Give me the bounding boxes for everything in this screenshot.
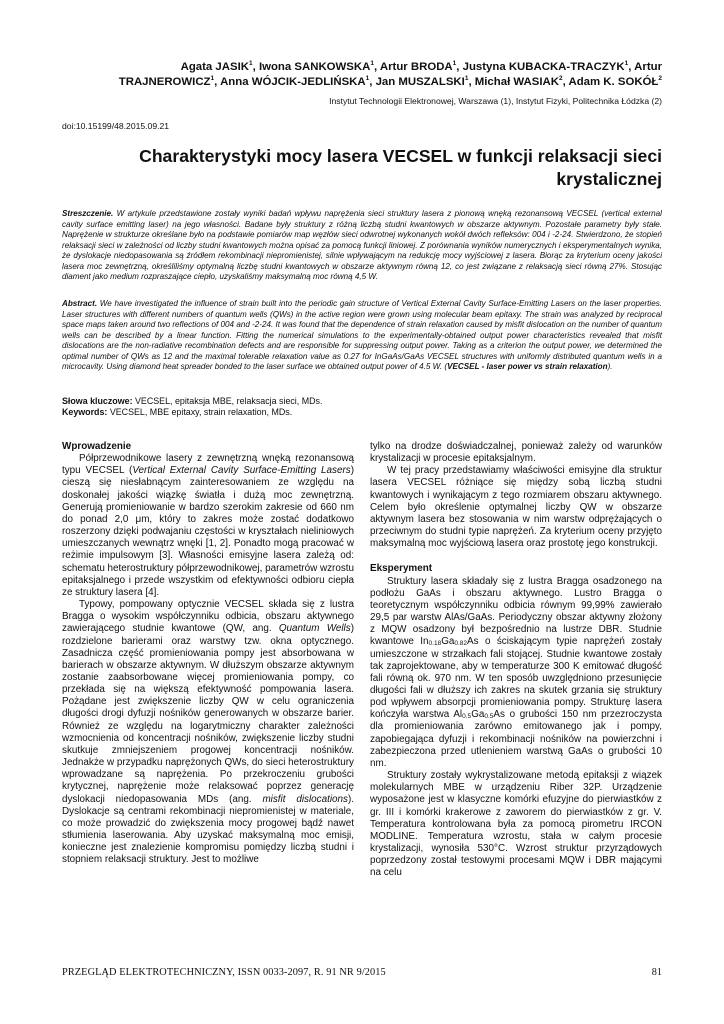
keywords-label: Słowa kluczowe: [62,396,133,406]
affiliation-marker: 1 [210,74,215,82]
author-name: Agata JASIK [180,61,249,73]
paragraph: Struktury zostały wykrystalizowane metodą epitaksji z wiązek molekularnych MBE w urządzeniu Riber 32P. Urządzenie wyposażone jest w klasyczne komórki efuzyjne do pierwiastków z gr. III i komórki krakerowe z zaworem do pierwiastków z gr. V. Temperatura kontrolowana była za pomocą pirometru IRCON MODLINE. Temperatura wzrostu, stała w całym procesie krystalizacji, wynosiła 530°C. Wzrost struktur przyrządowych poprzedzony został testowymi procesami MQW i DBR mającymi na celu [370,770,662,879]
affiliation-marker: 1 [452,60,457,68]
abstract-text: We have investigated the influence of strain built into the periodic gain structure of Vertical External Cavity Surface-Emitting Lasers on the laser properties. Laser structures with different numbers of quantum wells (QWs) in the active region were grown using molecular beam epitaxy. The strain was analyzed by reciprocal space maps taken around two reflections of 004 and -2-24. It was found that the dependence of strain relaxation caused by misfit dislocation on the number of quantum wells can be described by a linear function. Fitting the numerical simulations to the experimentally-obtained output power characteristics revealed that misfit dislocations are the non-radiative recombination defects and are responsible for suppressing output power. Taking as a criterion the output power, we determined the optimal number of QWs as 12 and the maximal tolerable relaxation value as 0.27 for InGaAs/GaAs VECSEL structures with uniformly distributed quantum wells in a microcavity. Using diamond heat spreader bonded to the laser surface we obtained output power of 4.5 W. ( [62,299,662,372]
author-line-2 [70,75,662,90]
author-name: , Anna WÓJCIK-JEDLIŃSKA [214,75,366,88]
author-name: , Iwona SANKOWSKA [252,61,371,73]
text-run: Półprzewodnikowe lasery z zewnętrzną wnęką rezonansową typu VECSEL ( [62,453,354,477]
english-title: VECSEL - laser power vs strain relaxation [447,362,608,372]
affiliation-marker: 1 [370,60,374,68]
author-name: , Jan MUSZALSKI [369,75,465,88]
affiliation-marker: 2 [658,74,662,82]
text-run: ). Dyslokacje są centrami rekombinacji niepromienistej w materiale, co może prowadzić do zwiększenia mocy progowej bądź nawet stłumienia laserowania. Aby uzyskać maksymalną moc emisji, konieczne jest znalezienie kompromisu pomiędzy liczbą studni i stopniem relaksacji struktury. Jest to możliwe [62,793,354,866]
italic-term: misfit dislocations [262,793,348,805]
paper-title: Charakterystyki mocy lasera VECSEL w funkcji relaksacji sieci krystalicznej [139,146,662,189]
keywords-text: VECSEL, MBE epitaxy, strain relaxation, MDs. [107,407,293,417]
keywords-english [62,407,662,418]
paragraph: W tej pracy przedstawiamy właściwości emisyjne dla struktur lasera VECSEL różniące się między sobą liczbą studni kwantowych i wynikającym z tego rozmiarem obszaru aktywnego. Celem było określenie optymalnej liczby QW w obszarze aktywnym lasera bez stosowania w nim warstw odprężających o przeciwnym do studni typie naprężeń. Za kryterium oceny przyjęto maksymalną moc wyjściową lasera oraz prostotę jego konstrukcji. [370,465,662,550]
author-name: , Adam K. SOKÓŁ [562,75,659,88]
keywords-block [62,396,662,418]
text-run: ) rozdzielone barierami oraz warstwy tzw. okna optycznego. Zasadnicza część promieniowania pompy jest absorbowana w barierach w obszarze aktywnym. W dłuższym obszarze aktywnym zostanie zaabsorbowane więcej promieniowania pompy, co przekłada się na większą efektywność pompowania lasera. Pożądane jest zwiększenie liczby QW w celu ograniczenia długości drogi dyfuzji nośników generowanych w obszarze barier. Również ze względu na logarytmiczny charakter zależności wzmocnienia od koncentracji nośników, zwiększenie liczby studni skutkuje zmniejszeniem progowej koncentracji nośników. Jednakże w przypadku naprężonych QWs, do sieci heterostruktury wprowadzane są naprężenia. Po przekroczeniu grubości krytycznej, naprężenie może relaksować poprzez generację dyslokacji niedopasowania MDs (ang. [62,623,354,805]
paragraph: tylko na drodze doświadczalnej, ponieważ zależy od warunków krystalizacji w procesie epitaksjalnym. [370,441,662,465]
author-name: TRAJNEROWICZ [118,75,211,88]
italic-term: Vertical External Cavity Surface-Emitting Lasers [132,465,351,477]
text-run: Typowy, pompowany optycznie VECSEL składa się z lustra Bragga o wysokim współczynniku odbicia, obszaru aktywnego zawierającego studnie kwantowe (QW, ang. [62,599,354,635]
page-number: 81 [651,967,662,978]
author-list [70,60,662,89]
subscript: 0.5 [462,713,472,721]
affiliation-marker: 1 [464,74,469,82]
abstract-english [62,299,662,373]
text-run: As o ściskającym typie naprężeń zostały umieszczone w strzałkach fali stojącej. Studnie kwantowe zostały tak zaprojektowane, aby w temperaturze 300 K emitować długość fali równą ok. 970 nm. W ten sposób uwzględniono przesunięcie długości fali w dłuższy ich zakres na skutek grzania się struktury pod wpływem absorpcji promieniowania pompy. Strukturę lasera kończyła warstwa Al [370,636,662,721]
text-run: ) cieszą się niesłabnącym zainteresowaniem ze względu na doskonałej jakości wiązkę światła i dużą moc zewnętrzną. Generują promieniowanie w bardzo szerokim zakresie od 660 nm do ponad 2,0 μm, który to zakres może zostać dodatkowo roszerzony dzięki podwajaniu częstości w kryształach nieliniowych umieszczanych wewnątrz wnęki [1, 2]. Ponadto mogą pracować w reżimie impulsowym [3]. Własności emisyjne lasera zależą od: schematu heterostruktury półprzewodnikowej, parametrów wzrostu epitaksjalnego i przede wszystkim od efektywności odbioru ciepła ze struktury lasera [4]. [62,465,354,598]
paragraph [62,599,354,866]
author-name: , Justyna KUBACKA-TRACZYK [456,61,625,73]
keywords-label: Keywords: [62,407,108,417]
text-run: Struktury lasera składały się z lustra Bragga osadzonego na podłożu GaAs i obszaru aktywnego. Lustro Bragga o teoretycznym współczynniku odbicia równym 99,99% zawierało 29,5 par warstw AlAs/GaAs. Periodyczny obszar aktywny złożony z MQW osadzony był bezpośrednio na lustrze DBR. Studnie kwantowe In [370,575,662,648]
affiliation-marker: 1 [365,74,370,82]
affiliation-marker: 2 [558,74,563,82]
paragraph [62,453,354,599]
affiliation-marker: 1 [249,60,253,68]
paragraph [370,576,662,771]
journal-citation: PRZEGLĄD ELEKTROTECHNICZNY, ISSN 0033-2097, R. 91 NR 9/2015 [62,967,386,978]
author-name: , Michał WASIAK [468,75,559,88]
abstract-label: Abstract. [62,299,98,308]
author-line-1 [70,60,662,75]
affiliations: Instytut Technologii Elektronowej, Warszawa (1), Instytut Fizyki, Politechnika Łódzka (2) [329,96,662,106]
subscript: 0.82 [454,640,468,648]
subscript: 0.18 [428,640,442,648]
doi: doi:10.15199/48.2015.09.21 [62,121,170,131]
text-run: Ga [471,709,485,721]
left-column [62,441,354,866]
keywords-polish [62,396,662,407]
keywords-text: VECSEL, epitaksja MBE, relaksacja sieci, MDs. [132,396,323,406]
subscript: 0.5 [484,713,494,721]
text-run: As o grubości 150 nm przezroczysta dla promieniowania zarówno emitowanego jak i pompy, zapobiegająca dyfuzji i rekombinacji nośników na powierzchni i zabezpieczona przed utlenieniem warstwą GaAs o grubości 10 nm. [370,709,663,769]
author-name: , Artur [628,61,662,73]
right-column [370,441,662,879]
italic-term: Quantum Wells [278,623,351,635]
text-run: Ga [441,636,455,648]
abstract-text: W artykule przedstawione zostały wyniki badań wpływu naprężenia sieci struktury lasera z pionową wnęką rezonansową VECSEL (vertical external cavity surface emitting laser) na jego własności. Badane były struktury z różną liczbą studni kwantowych w obszarze aktywnym. Pozostałe parametry były stałe. Naprężenie w strukturze określane było na podstawie pomiarów map węzłów sieci odwrotnej wykonanych wokół dwóch refleksów: 004 i -2-24. Stwierdzono, że stopień relaksacji sieci w zależności od liczby studni kwantowych można opisać za pomocą funkcji liniowej. Z porównania wyników numerycznych i eksperymentalnych wynika, że dyslokacje niedopasowania są źródłem rekombinacji niepromienistej, silnie wpływającym na redukcję mocy wyjściowej z lasera. Biorąc za kryterium oceny jakości lasera moc zewnętrzną, określiliśmy optymalną liczbę studni kwantowych w obszarze aktywnym równą 12, co jest związane z relaksacją sieci równą 27%. Stosując diament jako medium rozpraszające ciepło, uzyskaliśmy maksymalną moc równą 4,5 W. [62,209,662,282]
author-name: , Artur BRODA [373,61,453,73]
abstract-polish [62,209,662,283]
section-heading-experiment: Eksperyment [370,563,433,575]
page-footer [62,967,662,981]
abstract-close: ). [607,362,613,372]
affiliation-marker: 1 [624,60,629,68]
abstract-label: Streszczenie. [62,209,114,218]
section-heading-intro: Wprowadzenie [62,441,132,452]
